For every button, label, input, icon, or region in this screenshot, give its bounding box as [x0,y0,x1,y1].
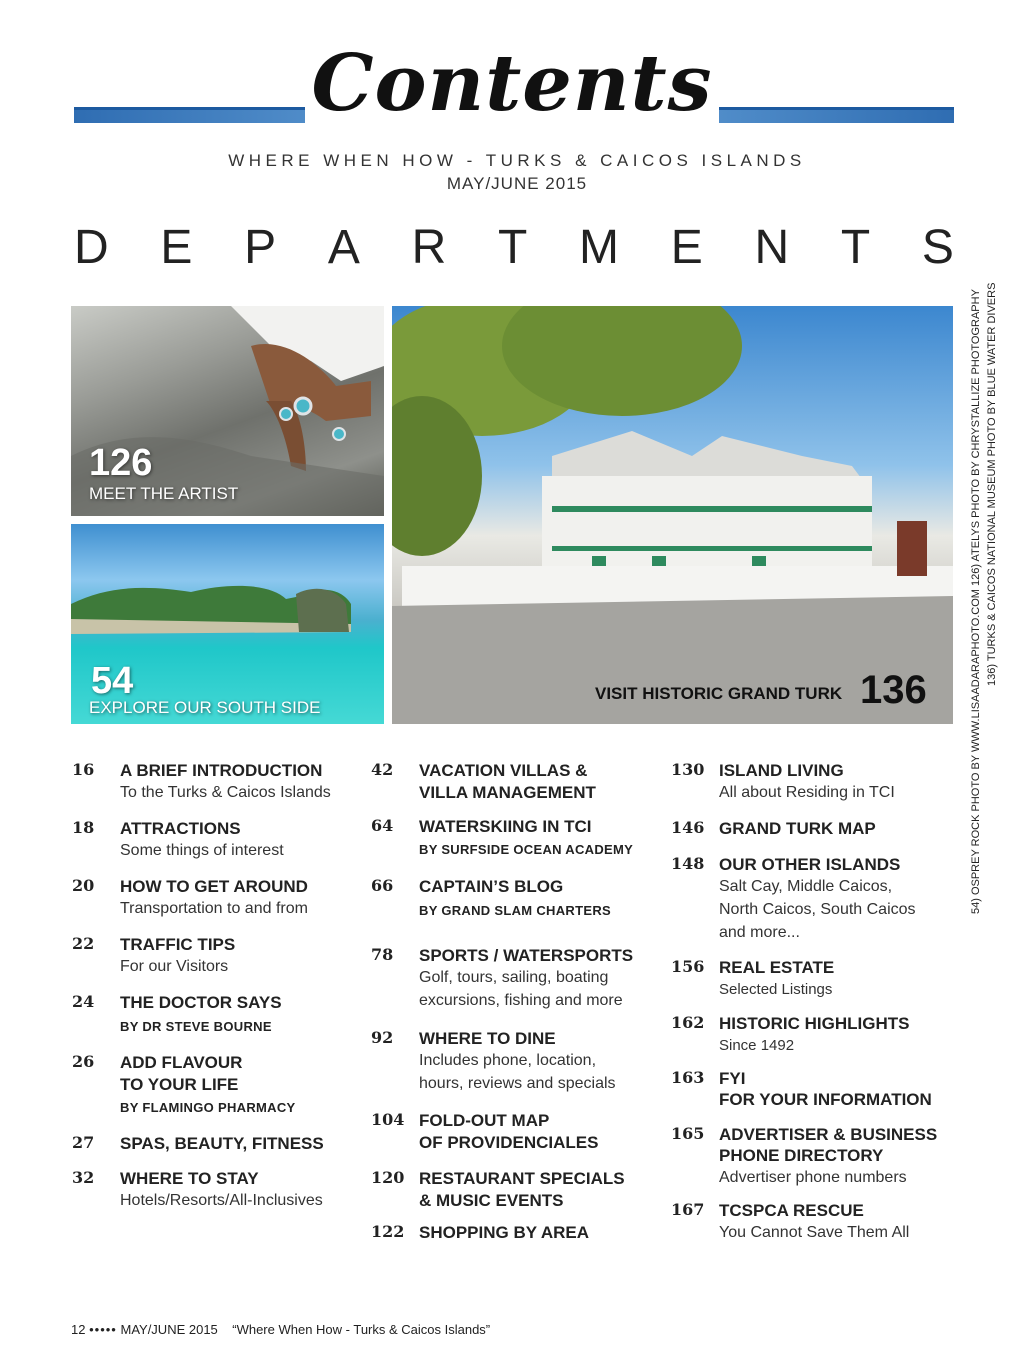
photo-page-number: 126 [89,442,153,484]
section-letter: A [327,221,360,274]
photo-credits [964,282,1004,914]
page-footer [71,1322,490,1337]
section-heading [74,220,954,275]
south-side-photo[interactable] [71,524,384,724]
photo-caption: EXPLORE OUR SOUTH SIDE [89,698,321,717]
section-letter: E [160,221,193,274]
section-letter: S [921,221,954,274]
section-letter: P [244,221,277,274]
photo-page-number: 136 [860,668,927,712]
grand-turk-photo[interactable] [392,306,953,724]
section-letter: T [497,221,528,274]
grand-turk-photo-art [392,306,953,724]
credit-line: 136) TURKS & CAICOS NATIONAL MUSEUM PHOTO BY BLUE WATER DIVERS [986,282,998,686]
credit-line: 54) OSPREY ROCK PHOTO BY WWW.LISAADARAPHOTO.COM 126) ATELYS PHOTO BY CHRYSTALLIZE PHOTOGRAPHY [970,289,982,914]
section-letter: R [411,221,447,274]
footer-magazine: “Where When How - Turks & Caicos Islands” [232,1322,491,1337]
footer-dots: ••••• [89,1322,117,1337]
photo-page-number: 54 [91,660,134,702]
section-letter: T [840,221,871,274]
artist-photo[interactable] [71,306,384,516]
footer-issue: MAY/JUNE 2015 [120,1322,218,1337]
footer-page-number: 12 [71,1322,86,1337]
section-letter: M [579,221,620,274]
magazine-subtitle: WHERE WHEN HOW - TURKS & CAICOS ISLANDS [228,151,806,170]
section-letter: N [754,221,790,274]
page-title: Contents [0,38,1024,129]
photo-caption: VISIT HISTORIC GRAND TURK [595,684,843,703]
photo-caption: MEET THE ARTIST [89,484,239,503]
section-letter: E [670,221,703,274]
section-letter: D [74,221,109,274]
issue-date: MAY/JUNE 2015 [446,174,588,193]
